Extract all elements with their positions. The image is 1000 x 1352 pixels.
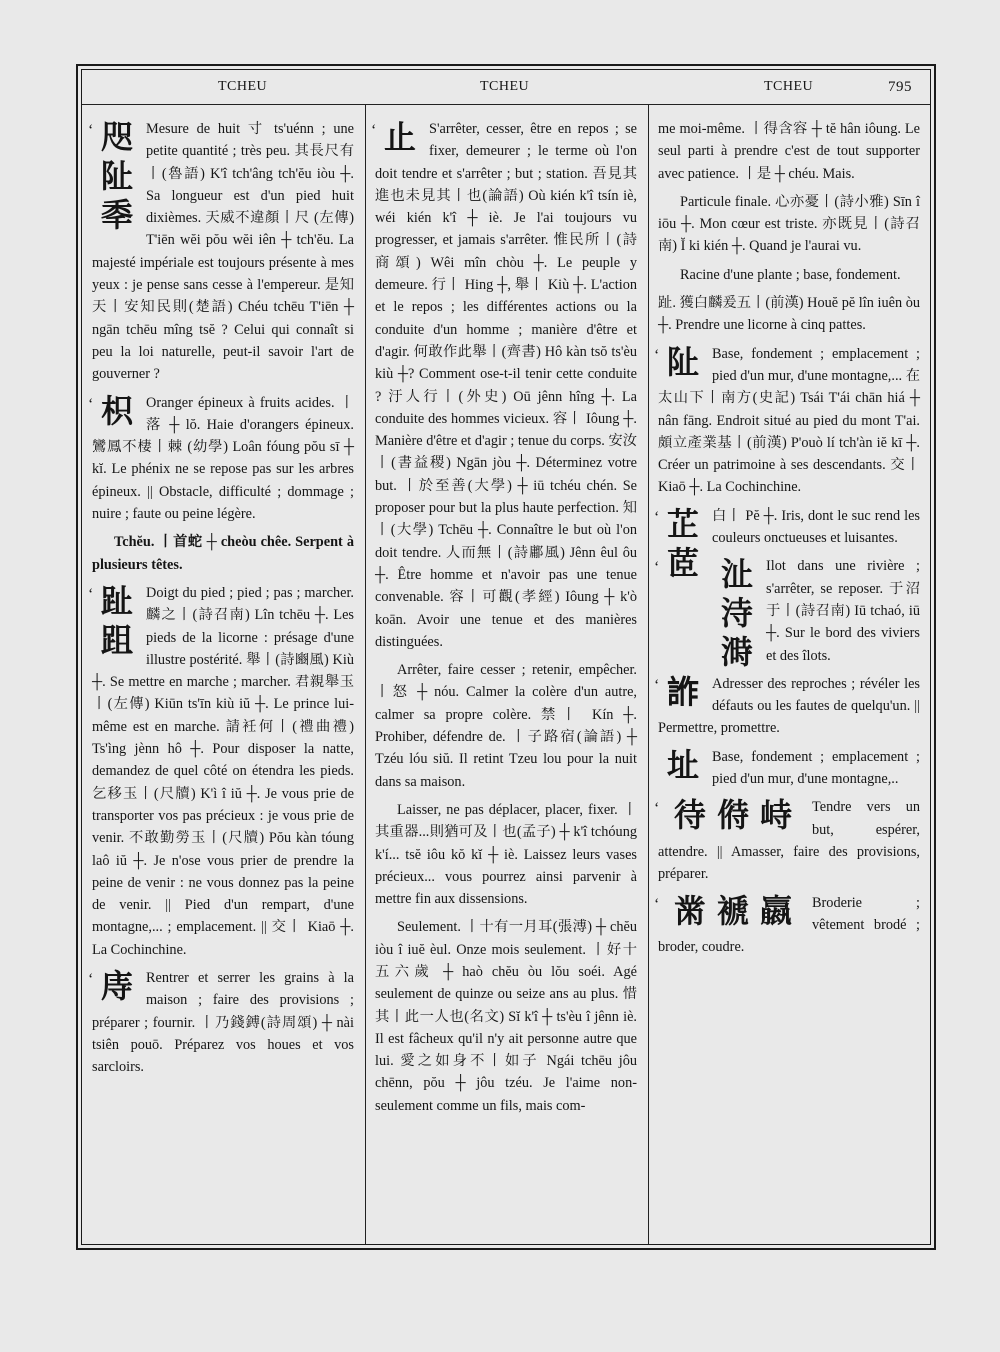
headword-characters — [375, 118, 425, 157]
header-left: TCHEU — [218, 79, 268, 94]
column-2 — [371, 118, 638, 1123]
headword-characters — [92, 392, 142, 431]
entry-mark: ‘ — [371, 122, 377, 139]
headword-characters — [658, 673, 708, 712]
dictionary-entry — [654, 672, 920, 740]
headword-char: 褫 — [716, 891, 749, 930]
headword-char: 阯 — [666, 342, 699, 381]
headword-characters — [92, 582, 142, 660]
entry-definition: Base, fondement ; emplacement ; pied d'un mur, d'une montagne,.. — [712, 748, 920, 788]
headword-char: 枳 — [100, 391, 133, 430]
headword-characters — [92, 967, 142, 1006]
headword-char: 阯 — [100, 157, 133, 195]
entry-definition: Base, fondement ; emplacement ; pied d'un mur, d'une montagne,... 在太山下丨南方(史記) Tsái T'ái chān hiá ┼ nân fāng. Endroit situé au pied du mont T'ai. 頗立產業基丨(前漢) P'ouò lí tch'àn iĕ kī ┼. Créer un patrimoine à ses descendants. 交丨 Kiaō ┼. La Cochinchine. — [658, 345, 920, 496]
headword-characters — [658, 343, 708, 382]
entry-mark: ‘ — [88, 970, 94, 988]
entry-definition: Doigt du pied ; pied ; pas ; marcher. 麟之丨(詩召南) Lîn tchēu ┼. Les pieds de la licorne : présage d'une illustre postérité. 舉丨(詩豳風) Kiù ┼. Se mettre en marche ; marcher. 君親舉玉丨(左傳) Kiūn ts'īn kiù iŭ ┼. Le prince lui-même est en marche. 請衽何丨(禮曲禮) Ts'ìng jènn hô ┼. Pour disposer la natte, demandez de quel côté on étendra les pieds. 乞移玉丨(尺牘) K'ì î iŭ ┼. Je vous prie de transporter vos pas précieux : je vous prie de venir. 不敢勤勞玉丨(尺牘) Pŏu kàn tóung laô iŭ ┼. Je n'ose vous prier de prendre la peine de venir : ne vous donnez pas la peine de venir. || Pied d'un rempart, d'une montagne,... ; emplacement. || 交丨 Kiaō ┼. La Cochinchine. — [92, 584, 354, 958]
entry-mark: ‘ — [88, 395, 94, 413]
header-rule — [82, 104, 930, 105]
dictionary-entry — [88, 391, 354, 526]
entry-mark: ‘ — [654, 676, 660, 694]
sub-entry: Tchĕu. 丨首蛇 ┼ cheòu chêe. Serpent à plusieurs têtes. — [92, 534, 354, 573]
headword-char: 趾 — [100, 581, 133, 620]
entry-mark: ‘ — [88, 585, 94, 603]
headword-char: 址 — [666, 745, 699, 784]
dictionary-entry — [88, 581, 354, 961]
entry-mark: ‘ — [654, 508, 660, 526]
headword-characters — [658, 892, 808, 931]
headword-char: 溡 — [720, 633, 753, 672]
headword-char: 待 — [673, 796, 706, 835]
column-3 — [654, 118, 920, 964]
headword-char: 偫 — [716, 796, 749, 835]
headword-char: 峙 — [760, 796, 793, 835]
headword-char: 庤 — [100, 966, 133, 1005]
page-number: 795 — [888, 79, 912, 95]
entry-definition: Ilot dans une rivière ; s'arrêter, se reposer. 于沼于丨(詩召南) Iū tchaó, iū ┼. Sur le bord des viviers et des îlots. — [766, 558, 920, 664]
headword-characters — [658, 796, 808, 835]
entry-mark: ‘ — [654, 800, 660, 818]
dictionary-entry — [88, 118, 354, 386]
dictionary-entry — [654, 891, 920, 959]
header-right: TCHEU — [764, 79, 814, 94]
headword-characters — [92, 118, 142, 235]
entry-definition: S'arrêter, cesser, être en repos ; se fixer, demeurer ; le terme où l'on doit tendre et s'arrêter ; but ; station. 吾見其進也未見其丨也(論語) Où kién k'î tsín iè, wéi kién k'î ┼ iè. Je l'ai toujours vu progresser, et jamais s'arrêter. 惟民所丨(詩商頌) Wêi mîn chòu ┼. Le peuple y demeure. 行丨 Hing ┼, 舉丨 Kiù ┼. L'action et le repos ; les différentes actions ou la conduite d'un homme ; manière d'être et d'agir. 何敢作此舉丨(齊書) Hô kàn tsŏ ts'èu kiù ┼? Comment ose-t-il tenir cette conduite ? 汙人行丨(外史) Oū jênn hîng ┼. La conduite des hommes vicieux. 容丨 Iôung ┼. Manière d'être et d'agir ; tenue du corps. 安汝丨(書益稷) Ngān jòu ┼. Déterminez votre but. 丨於至善(大學) ┼ iū tchéu chén. Se proposer pour but la plus haute perfection. 知丨(大學) Tchēu ┼. Connaître le but où l'on doit tendre. 人而無丨(詩鄘風) Jênn êul ôu ┼. Être homme et n'avoir pas une tenue convenable. 容丨可觀(孝經) Iôung ┼ k'ò koān. Avoir une tenue et des manières distinguées. — [375, 121, 638, 650]
entry-definition: Broderie ; vêtement brodé ; broder, coudre. — [658, 894, 920, 956]
entry-definition: Tendre vers un but, espérer, attendre. || Amasser, faire des provisions, préparer. — [658, 799, 920, 883]
headword-char: 茝 — [666, 543, 699, 582]
sense-paragraph: Particule finale. 心亦憂丨(詩小雅) Sīn î iōu ┼. Mon cœur est triste. 亦既見丨(詩召南) Ĭ ki kién ┼. Quand je l'aurai vu. — [658, 193, 920, 255]
running-header — [82, 72, 930, 102]
dictionary-entry — [658, 746, 920, 791]
headword-char: 𧧻 — [666, 672, 699, 711]
sense-paragraph: me moi-même. 丨得含容 ┼ tĕ hân iôung. Le seul parti à prendre c'est de tout supporter avec patience. 丨是 ┼ chéu. Mais. — [658, 121, 920, 182]
column-1 — [88, 118, 354, 1084]
entry-definition: Rentrer et serrer les grains à la maison ; faire des provisions ; préparer ; fournir. 丨乃錢鎛(詩周頌) ┼ nài tsiên pouō. Préparez vos houes et vos sarcloirs. — [92, 969, 354, 1076]
headword-char: 芷 — [666, 504, 699, 543]
headword-char: 止 — [383, 118, 416, 156]
headword-char: 洔 — [720, 594, 753, 633]
dictionary-entry — [654, 342, 920, 499]
headword-char: 䄹 — [100, 196, 133, 234]
sense-paragraph: Arrêter, faire cesser ; retenir, empêcher. 丨怒 ┼ nóu. Calmer la colère d'un autre, calmer sa propre colère. 禁丨 Kín ┼. Prohiber, défendre de. 丨子路宿(論語) ┼ Tzéu lóu siŭ. Il retint Tzeu lou pour la nuit dans sa maison. — [375, 662, 637, 790]
column-divider-2 — [648, 104, 649, 1244]
dictionary-entry — [88, 966, 354, 1078]
headword-char: 咫 — [100, 118, 133, 156]
dictionary-entry — [371, 118, 638, 653]
entry-mark: ‘ — [654, 346, 660, 364]
headword-characters — [712, 555, 762, 672]
column-divider-1 — [365, 104, 366, 1244]
sense-paragraph: Laisser, ne pas déplacer, placer, fixer. 丨其重器...則猶可及丨也(孟子) ┼ k'î tchóung k'í... tsĕ iôu kŏ kĭ ┼ iè. Laissez leurs vases précieux... vous pourrez ainsi parvenir à mettre fin aux dissensions. — [375, 801, 637, 908]
dictionary-entry — [654, 555, 920, 672]
headword-char: 沚 — [720, 555, 753, 594]
sense-paragraph: 趾. 獲白麟爰五丨(前漢) Houĕ pĕ lîn iuên òu ┼. Prendre une licorne à cinq pattes. — [658, 295, 920, 334]
dictionary-entry — [654, 504, 920, 582]
headword-char: 黹 — [673, 891, 706, 930]
entry-mark: ‘ — [88, 122, 94, 139]
sense-paragraph: Seulement. 丨十有一月耳(張溥) ┼ chĕu iòu î iuĕ èul. Onze mois seulement. 丨好十五六歲 ┼ haò chĕu òu lŏu soéi. Agé seulement de quinze ou seize ans au plus. 惜其丨此一人也(名文) Sĭ k'î ┼ ts'èu î jênn iè. Il est fâcheux qu'il n'y ait personne autre que lui. 愛之如身不丨如子 Ngái tchēu jôu chēnn, pŏu ┼ jôu tzéu. Je l'aime non-seulement comme un fils, mais com- — [375, 919, 637, 1114]
entry-definition: 白丨 Pĕ ┼. Iris, dont le suc rend les couleurs onctueuses et luisantes. — [712, 507, 920, 547]
entry-mark: ‘ — [654, 559, 660, 577]
entry-definition: Oranger épineux à fruits acides. 丨落 ┼ lŏ. Haie d'orangers épineux. 鸞鳳不棲丨棘 (幼學) Loân fóung pŏu sī ┼ kĭ. Le phénix ne se repose pas sur les arbres épineux. || Obstacle, difficulté ; dommage ; nuire ; faute ou peine légère. — [92, 394, 354, 523]
header-center: TCHEU — [480, 79, 530, 94]
sense-paragraph: Racine d'une plante ; base, fondement. — [680, 266, 901, 283]
entry-mark: ‘ — [654, 895, 660, 913]
entry-definition: Mesure de huit 寸 ts'uénn ; une petite quantité ; très peu. 其長尺有丨(魯語) K'î tch'âng tch'ĕu iòu ┼. Sa longueur est d'un pied huit dixièmes. 天威不違顏丨尺 (左傳) T'iēn wĕi pŏu wĕi iên ┼ tch'ĕu. La majesté impériale est toujours présente à mes yeux : je pense sans cesse à l'empereur. 是知天丨安知民則(楚語) Chéu tchēu T'iēn ┼ ngān tchēu mîng tsĕ ? Celui qui connaît si peu la loi naturelle, peut-il savoir l'art de gouverner ? — [92, 121, 354, 383]
dictionary-entry — [654, 796, 920, 885]
headword-characters — [658, 746, 708, 785]
entry-definition: Adresser des reproches ; révéler les défauts ou les fautes de quelqu'un. || Permettre, promettre. — [658, 675, 920, 737]
headword-char: 跙 — [100, 620, 133, 659]
headword-char: 𧝹 — [760, 891, 793, 930]
